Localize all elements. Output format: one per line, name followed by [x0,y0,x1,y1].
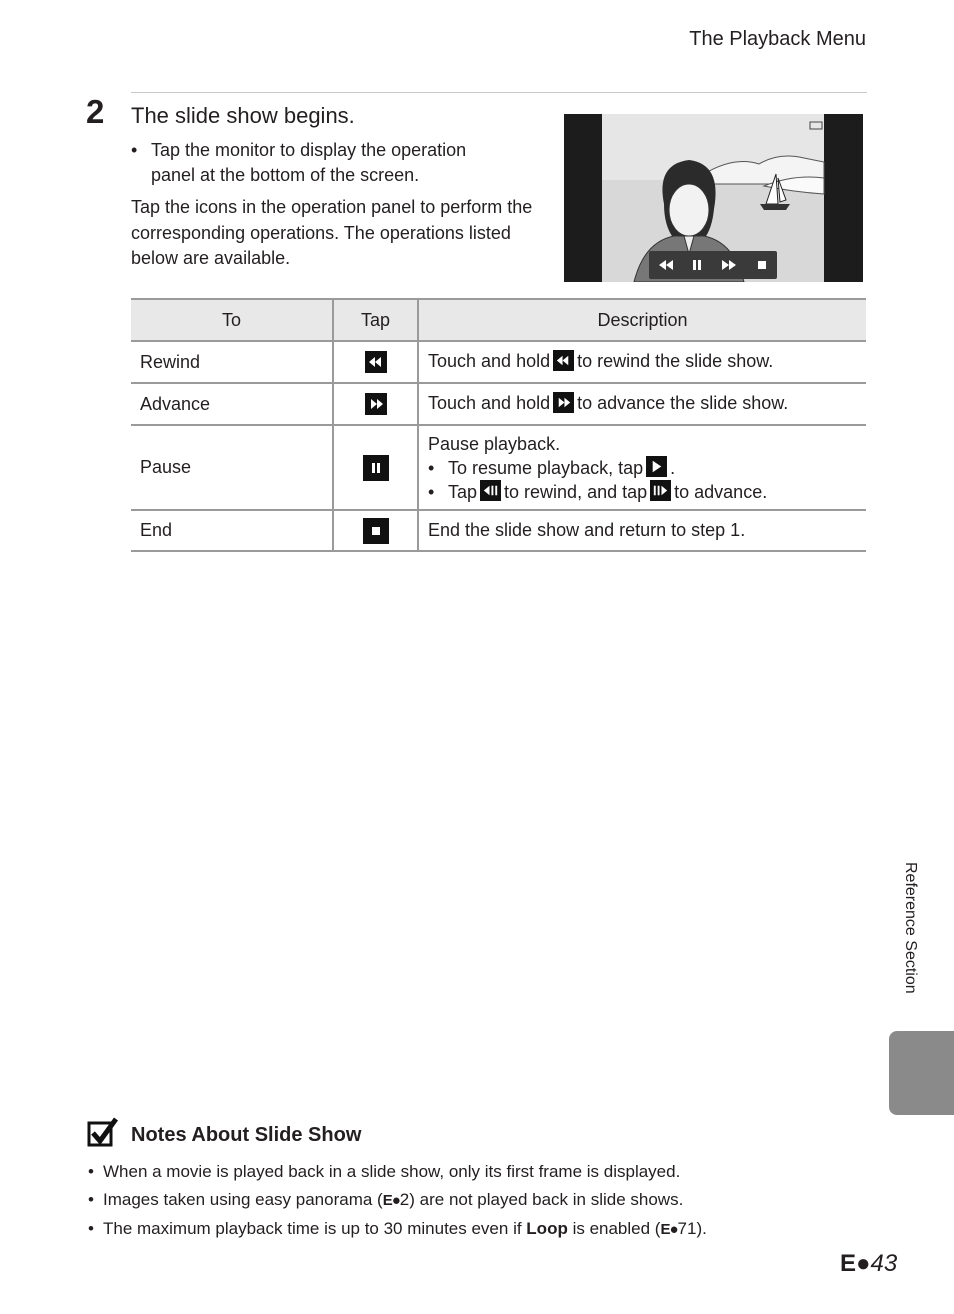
row-description [418,383,866,425]
page-reference-link[interactable]: 2 [399,1190,410,1209]
page-number [840,1250,897,1278]
step-paragraph: Tap the icons in the operation panel to perform the corresponding operations. The operations listed below are available. [131,197,533,268]
advance-icon [553,392,574,413]
table-row [131,510,866,551]
note-text: Images taken using easy panorama ( [103,1190,383,1209]
note-text: is enabled ( [567,1219,661,1238]
loop-term: Loop [526,1219,568,1238]
note-text: When a movie is played back in a slide show, only its first frame is displayed. [103,1162,681,1181]
step-bullet-text: Tap the monitor to display the operation panel at the bottom of the screen. [151,140,467,185]
desc-text: to rewind, and tap [504,481,648,502]
frame-advance-icon [650,480,671,501]
notes-title: Notes About Slide Show [131,1124,362,1146]
page-number-value: 43 [870,1250,898,1277]
table-row [131,341,866,383]
side-section-label: Reference Section [902,862,919,994]
column-header-description: Description [418,299,866,341]
desc-bullet: • To resume playback, tap . [428,457,676,478]
reference-section-icon: E● [660,1221,678,1238]
column-header-to: To [131,299,333,341]
stop-icon [363,518,389,544]
play-icon [646,456,667,477]
desc-text: . [670,457,676,478]
desc-text: To resume playback, tap [448,457,644,478]
operations-table [131,298,866,552]
pause-icon [363,455,389,481]
row-description [418,425,866,510]
rewind-icon [365,351,387,373]
tap-cell [333,383,418,425]
side-thumb-tab [889,1031,954,1115]
table-row [131,383,866,425]
step-bullet [131,138,511,188]
row-action-advance: Advance [131,383,333,425]
notes-list [88,1158,848,1244]
row-action-end: End [131,510,333,551]
camera-screen-illustration [564,114,863,282]
note-text: The maximum playback time is up to 30 minutes even if [103,1219,527,1238]
desc-text: Touch and hold [428,393,551,414]
row-action-rewind: Rewind [131,341,333,383]
rewind-icon [553,350,574,371]
running-header: The Playback Menu [689,28,866,50]
list-item: • Images taken using easy panorama (E●2) are not played back in slide shows. [88,1186,848,1215]
desc-text: to rewind the slide show. [577,351,774,372]
tap-cell [333,510,418,551]
desc-text: Touch and hold [428,351,551,372]
header-rule [131,92,867,93]
tap-cell [333,341,418,383]
desc-text: to advance. [674,481,768,502]
reference-section-icon: E● [840,1250,871,1277]
advance-icon [365,393,387,415]
desc-text: to advance the slide show. [577,393,789,414]
step-title: The slide show begins. [131,103,355,128]
desc-text: Pause playback. [428,433,561,454]
tap-cell [333,425,418,510]
row-action-pause: Pause [131,425,333,510]
page-reference-link[interactable]: 71 [677,1219,697,1238]
row-description [418,341,866,383]
table-header-row [131,299,866,341]
reference-section-icon: E● [382,1192,400,1209]
row-description: End the slide show and return to step 1. [418,510,866,551]
step-number: 2 [86,93,105,130]
note-text: ) are not played back in slide shows. [409,1190,684,1209]
table-row [131,425,866,510]
note-text: ). [696,1219,707,1238]
list-item: • The maximum playback time is up to 30 minutes even if Loop is enabled (E●71). [88,1215,848,1244]
bullet-dot: • [131,140,138,160]
frame-rewind-icon [480,480,501,501]
desc-text: Tap [448,481,478,502]
checkmark-note-icon [87,1117,119,1149]
list-item: • When a movie is played back in a slide show, only its first frame is displayed. [88,1162,681,1181]
desc-bullet: • Tap to rewind, and tap to advance. [428,481,768,502]
column-header-tap: Tap [333,299,418,341]
